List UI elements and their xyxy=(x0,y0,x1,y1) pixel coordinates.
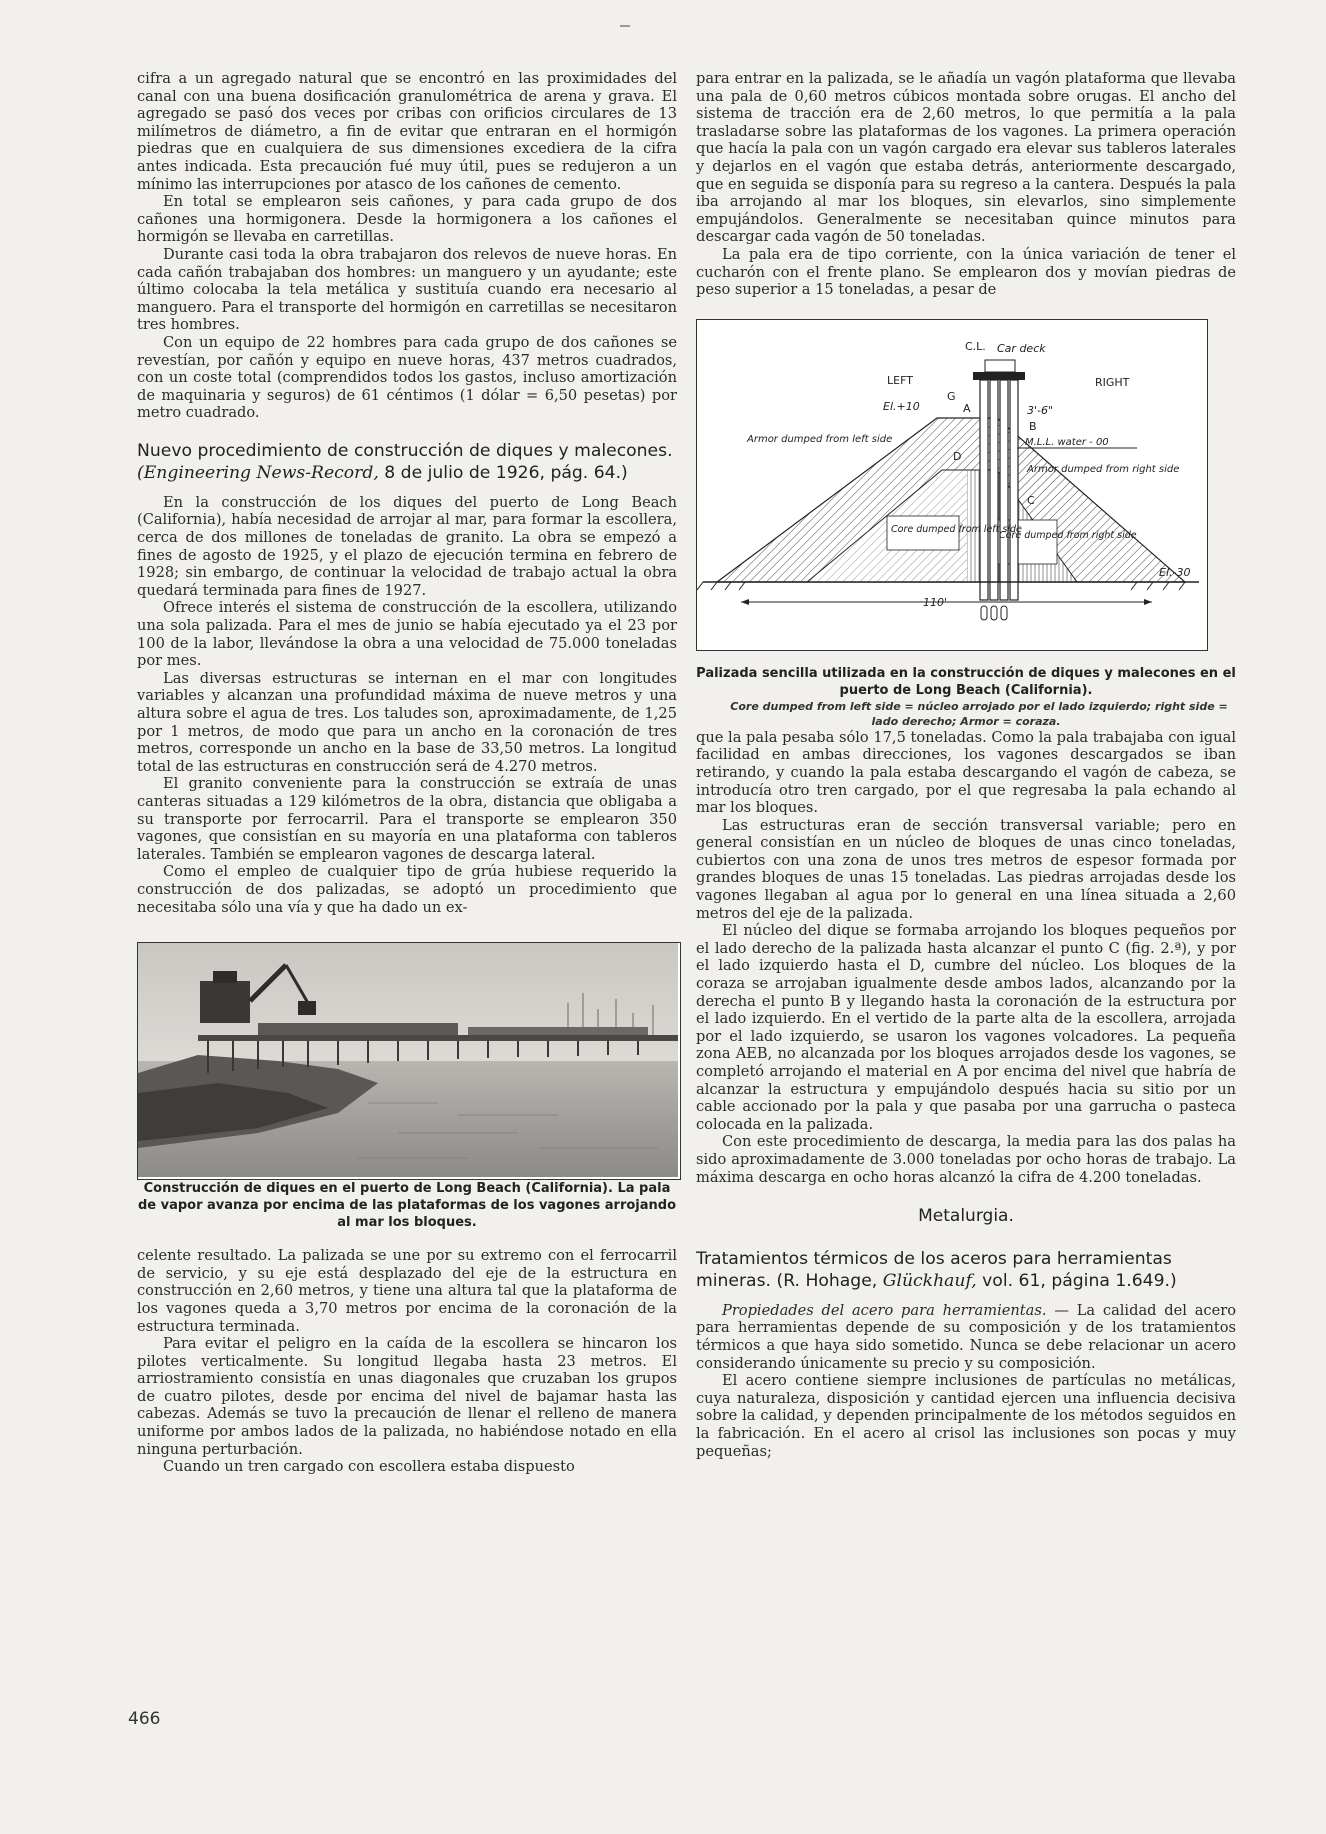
paragraph: El acero contiene siempre inclusiones de partículas no metálicas, cuya naturaleza, disposición y cantidad ejercen una influencia decisiva sobre la calidad, y dependen principalmente de los métodos seguidos en la fabricación. En el acero al crisol las inclusiones son pocas y muy pequeñas; xyxy=(696,1372,1236,1460)
paragraph: Para evitar el peligro en la caída de la escollera se hincaron los pilotes verticalmente. Su longitud llegaba hasta 23 metros. El arriostramiento consistía en unas diagonales que cruzaban los grupos de cuatro pilotes, desde por encima del nivel de bajamar hasta las cabezas. Además se tuvo la precaución de llenar el relleno de manera uniforme por ambos lados de la palizada, no habiéndose notado en ella ninguna perturbación. xyxy=(137,1335,677,1458)
paragraph: Con un equipo de 22 hombres para cada grupo de dos cañones se revestían, por cañón y equipo en nueve horas, 437 metros cuadrados, con un coste total (comprendidos todos los gastos, incluso amortización de maquinaria y seguros) de 61 céntimos (1 dólar = 6,50 pesetas) por metro cuadrado. xyxy=(137,333,677,422)
paragraph: Las diversas estructuras se internan en el mar con longitudes variables y alcanzan una profundidad máxima de nueve metros y una altura sobre el agua de tres. Los taludes son, aproximadamente, de 1,25 por 1 metros, de modo que para un ancho en la coronación de tres metros, corresponde un ancho en la base de 33,50 metros. La longitud total de las estructuras en construcción será de 4.270 metros. xyxy=(137,669,677,775)
section-source: (Engineering News-Record, xyxy=(137,462,379,483)
diagram-label-mll: M.L.L. water - 00 xyxy=(1025,436,1109,448)
photo-caption: Construcción de diques en el puerto de Long Beach (California). La pala de vapor avanza por encima de las plataformas de los vagones arrojando al mar los bloques. xyxy=(137,1181,677,1231)
paragraph: En total se emplearon seis cañones, y para cada grupo de dos cañones una hormigonera. Desde la hormigonera a los cañones el hormigón se llevaba en carretillas. xyxy=(137,193,677,246)
paragraph: Cuando un tren cargado con escollera estaba dispuesto xyxy=(163,1458,575,1476)
paragraph: El granito conveniente para la construcción se extraía de unas canteras situadas a 129 kilómetros de la obra, distancia que obligaba a su transporte por ferrocarril. Para el transporte se emplearon 350 vagones, que consistían en su mayoría en una plataforma con tableros laterales. También se emplearon vagones de descarga lateral. xyxy=(137,775,677,863)
section-title xyxy=(137,440,677,484)
diagram-label-width: 110' xyxy=(923,595,948,609)
paragraph: Como el empleo de cualquier tipo de grúa hubiese requerido la construcción de dos palizadas, se adoptó un procedimiento que necesitaba sólo una vía y que ha dado un ex- xyxy=(137,863,677,916)
paragraph: Durante casi toda la obra trabajaron dos relevos de nueve horas. En cada cañón trabajaban dos hombres: un manguero y un ayudante; este último colocaba la tela metálica y sustituía cuando era necesario al manguero. Para el transporte del hormigón en carretillas se necesitaron tres hombres. xyxy=(137,245,677,334)
paragraph: celente resultado. La palizada se une por su extremo con el ferrocarril de servicio, y su eje está desplazado del eje de la estructura en construcción en 2,60 metros, y tiene una altura tal que la plataforma de los vagones queda a 3,70 metros por encima de la coronación de la estructura terminada. xyxy=(137,1247,677,1335)
right-column xyxy=(696,70,1236,1460)
paragraph: cifra a un agregado natural que se encontró en las proximidades del canal con una buena dosificación granulométrica de arena y grava. El agregado se pasó dos veces por cribas con orificios circulares de 13 milímetros de diámetro, a fin de evitar que entraran en el hormigón piedras que en cualquiera de sus dimensiones excediera de la cifra antes indicada. Esta precaución fué muy útil, pues se redujeron a un mínimo las interrupciones por atasco de los cañones de cemento. xyxy=(137,70,677,193)
header-dash xyxy=(620,25,630,27)
diagram-label-core-left: Core dumped from left side xyxy=(891,523,1022,535)
page-number: 466 xyxy=(128,1709,161,1729)
diagram-label-cl: C.L. xyxy=(965,339,986,353)
diagram-label-el: El.+10 xyxy=(883,399,920,413)
diagram-label-g: G xyxy=(947,389,956,403)
paragraph: El núcleo del dique se formaba arrojando los bloques pequeños por el lado derecho de la palizada hasta alcanzar el punto C (fig. 2.ª), y por el lado izquierdo hasta el D, cumbre del núcleo. Los bloques de la coraza se arrojaban igualmente desde ambos lados, alcanzando por la derecha el punto B y llegando hasta la coronación de la estructura por el lado izquierdo. En el vertido de la parte alta de la escollera, arrojada por el lado izquierdo, se usaron los vagones volcadores. La pequeña zona AEB, no alcanzada por los bloques arrojados desde los vagones, se completó arrojando el material en A por encima del nivel que habría de alcanzar la estructura y empujándolo después hacia su sitio por un cable accionado por la pala y que pasaba por una garrucha o pasteca colocada en la palizada. xyxy=(696,922,1236,1133)
diagram-label-armor-left: Armor dumped from left side xyxy=(747,433,893,445)
paragraph: para entrar en la palizada, se le añadía un vagón plataforma que llevaba una pala de 0,60 metros cúbicos montada sobre orugas. El ancho del sistema de tracción era de 2,60 metros, lo que permitía a la pala trasladarse sobre las plataformas de los vagones. La primera operación que hacía la pala con un vagón cargado era elevar sus tableros laterales y dejarlos en el vagón que estaba detrás, anteriormente descargado, que en seguida se disponía para su regreso a la cantera. Después la pala iba arrojando al mar los bloques, sin elevarlos, sino simplemente empujándolos. Generalmente se necesitaban quince minutos para descargar cada vagón de 50 toneladas. xyxy=(696,70,1236,246)
diagram-label-dim: 3'-6" xyxy=(1027,403,1054,417)
paragraph: La pala era de tipo corriente, con la única variación de tener el cucharón con el frente plano. Se emplearon dos y movían piedras de peso superior a 15 toneladas, a pesar de xyxy=(696,245,1236,299)
left-column xyxy=(137,70,677,1476)
paragraph: En la construcción de los diques del puerto de Long Beach (California), había necesidad de arrojar al mar, para formar la escollera, cerca de dos millones de toneladas de granito. La obra se empezó a fines de agosto de 1925, y el plazo de ejecución termina en febrero de 1928; sin embargo, de continuar la velocidad de trabajo actual la obra quedará terminada para fines de 1927. xyxy=(137,493,677,599)
diagram-label-right: RIGHT xyxy=(1095,375,1130,389)
section-source-rest: 8 de julio de 1926, pág. 64.) xyxy=(384,462,628,483)
paragraph: Con este procedimiento de descarga, la media para las dos palas ha sido aproximadamente de 3.000 toneladas por ocho horas de trabajo. La máxima descarga en ocho horas alcanzó la cifra de 4.200 toneladas. xyxy=(696,1133,1236,1186)
paragraph-body: — La calidad del acero para herramientas depende de su composición y de los tratamientos térmicos a que haya sido sometido. Nunca se debe relacionar un acero considerando únicamente su precio y su composición. xyxy=(696,1301,1237,1372)
section-title-text: Tratamientos térmicos de los aceros para herramientas mineras. xyxy=(696,1248,1172,1291)
paragraph: que la pala pesaba sólo 17,5 toneladas. Como la pala trabajaba con igual facilidad en ambas direcciones, los vagones descargados se iban retirando, y cuando la pala estaba descargando el vagón de cabeza, se introducía otro tren cargado, por el que regresaba la pala echando al mar los bloques. xyxy=(696,728,1236,817)
section-source-rest: vol. 61, página 1.649.) xyxy=(982,1270,1177,1291)
diagram-label-armor-right: Armor dumped from right side xyxy=(1027,463,1180,475)
paragraph: Ofrece interés el sistema de construcción de la escollera, utilizando una sola palizada. Para el mes de junio se había ejecutado ya el 23 por 100 de la labor, llevándose la obra a una velocidad de 75.000 toneladas por mes. xyxy=(137,599,677,670)
diagram-label-c: C xyxy=(1027,493,1035,507)
paragraph xyxy=(696,1302,1236,1372)
section-subhead: Metalurgia. xyxy=(918,1206,1014,1227)
section-title xyxy=(696,1248,1236,1292)
paragraph-lead: Propiedades del acero para herramientas. xyxy=(722,1301,1047,1319)
diagram-label-el30: El.-30 xyxy=(1159,565,1191,579)
diagram-label-core-right: Core dumped from right side xyxy=(999,529,1137,541)
diagram-caption-note: Core dumped from left side = núcleo arrojado por el lado izquierdo; right side = lado derecho; Armor = coraza. xyxy=(730,699,1228,728)
section-journal: Glückhauf, xyxy=(882,1270,977,1291)
diagram-label-left: LEFT xyxy=(887,373,913,387)
diagram-label-a: A xyxy=(963,401,971,415)
diagram-label-d: D xyxy=(953,449,962,463)
breakwater-cross-section-diagram xyxy=(696,319,1208,651)
harbor-photo xyxy=(137,942,681,1180)
section-source: (R. Hohage, xyxy=(776,1270,878,1291)
section-title-text: Nuevo procedimiento de construcción de diques y malecones. xyxy=(137,440,673,461)
diagram-label-b: B xyxy=(1029,419,1037,433)
paragraph: Las estructuras eran de sección transversal variable; pero en general consistían en un núcleo de bloques de unas cinco toneladas, cubiertos con una zona de unos tres metros de espesor formada por grandes bloques de unas 15 toneladas. Las piedras arrojadas desde los vagones llegaban al agua por lo general en una línea situada a 2,60 metros del eje de la palizada. xyxy=(696,816,1236,922)
diagram-caption: Palizada sencilla utilizada en la construcción de diques y malecones en el puerto de Long Beach (California). xyxy=(696,665,1236,698)
diagram-label-car-deck: Car deck xyxy=(997,341,1046,355)
